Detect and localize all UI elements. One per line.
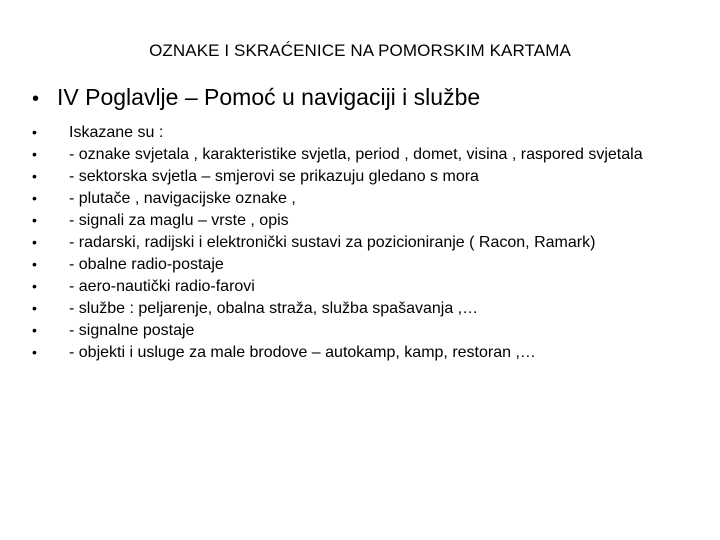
list-item-text: - obalne radio-postaje [69,256,224,273]
bullet-icon: • [32,124,37,140]
bullet-icon: • [32,168,37,184]
bullet-icon: • [32,300,37,316]
bullet-icon: • [32,344,37,360]
list-item [32,122,692,144]
list-item [32,232,692,254]
list-item [32,188,692,210]
list-item [32,210,692,232]
list-item-text: - signali za maglu – vrste , opis [69,212,289,229]
list-item-text: - plutače , navigacijske oznake , [69,190,296,207]
list-item [32,320,692,342]
list-item [32,166,692,188]
list-item-text: - objekti i usluge za male brodove – autokamp, kamp, restoran ,… [69,344,536,361]
list-item-text: - oznake svjetala , karakteristike svjetla, period , domet, visina , raspored svjetala [69,146,643,163]
chapter-heading-text: IV Poglavlje – Pomoć u navigaciji i službe [57,84,481,110]
bullet-icon: • [32,322,37,338]
list-item-text: - službe : peljarenje, obalna straža, služba spašavanja ,… [69,300,479,317]
bullet-icon: • [32,88,40,110]
bullet-icon: • [32,234,37,250]
list-item [32,342,692,364]
bullet-icon: • [32,278,37,294]
list-item [32,254,692,276]
slide-title: OZNAKE I SKRAĆENICE NA POMORSKIM KARTAMA [149,41,571,60]
list-item-text: - aero-nautički radio-farovi [69,278,255,295]
list-item [32,298,692,320]
list-item-text: Iskazane su : [69,124,164,141]
list-item-text: - signalne postaje [69,322,195,339]
chapter-heading [32,84,480,111]
list-item [32,276,692,298]
bullet-icon: • [32,212,37,228]
list-item [32,144,692,166]
bullet-icon: • [32,146,37,162]
list-item-text: - radarski, radijski i elektronički sustavi za pozicioniranje ( Racon, Ramark) [69,234,596,251]
bullet-list [32,122,692,364]
bullet-icon: • [32,190,37,206]
bullet-icon: • [32,256,37,272]
list-item-text: - sektorska svjetla – smjerovi se prikazuju gledano s mora [69,168,479,185]
